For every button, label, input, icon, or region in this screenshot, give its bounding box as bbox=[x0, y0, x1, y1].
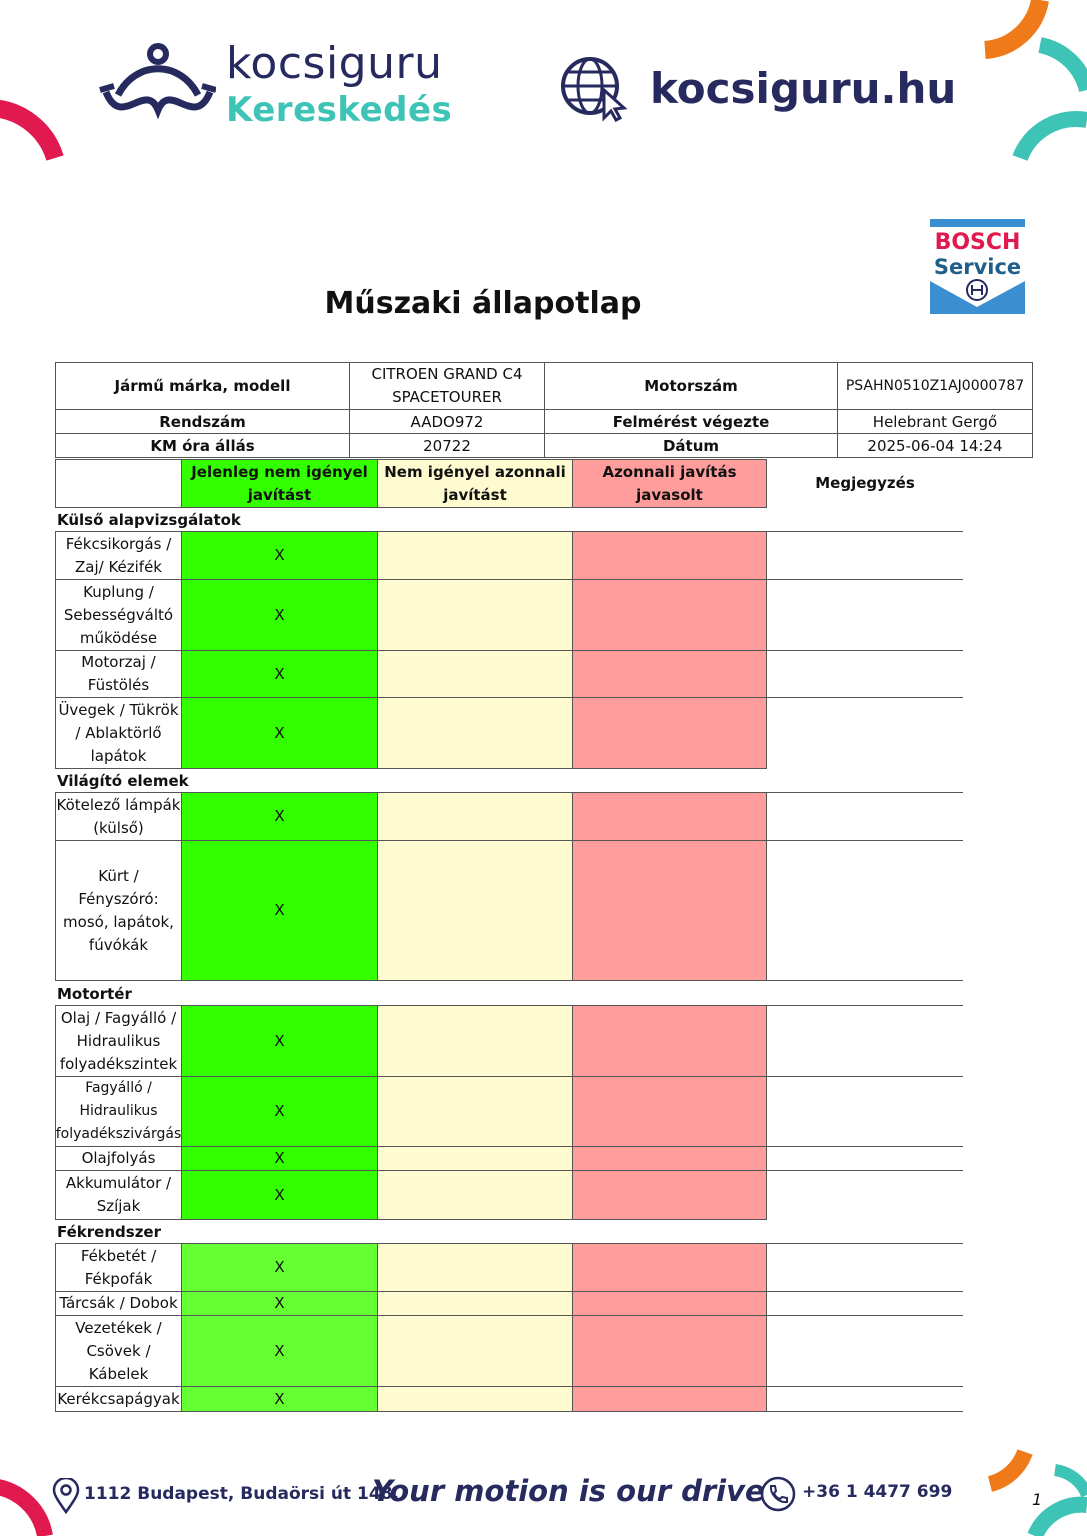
red-cell bbox=[572, 1077, 767, 1146]
table-row bbox=[55, 1077, 963, 1146]
item-label: Fagyálló / Hidraulikus folyadékszivárgás bbox=[55, 1077, 181, 1146]
plate-label: Rendszám bbox=[56, 410, 350, 434]
red-cell bbox=[572, 1316, 767, 1386]
yellow-cell bbox=[377, 1387, 572, 1411]
header-yellow: Nem igényel azonnali javítást bbox=[377, 459, 572, 508]
item-label: Fékcsikorgás / Zaj/ Kézifék bbox=[55, 532, 181, 579]
yellow-cell bbox=[377, 1292, 572, 1315]
service-label: Service bbox=[933, 255, 1022, 279]
vehicle-info-table bbox=[55, 362, 1033, 458]
table-row bbox=[55, 532, 963, 579]
engine-label: Motorszám bbox=[545, 363, 838, 410]
green-mark: X bbox=[181, 651, 377, 697]
header-note: Megjegyzés bbox=[815, 474, 915, 492]
green-mark: X bbox=[181, 1292, 377, 1315]
header-red: Azonnali javítás javasolt bbox=[572, 459, 767, 508]
item-label: Kürt / Fényszóró: mosó, lapátok, fúvókák bbox=[55, 841, 181, 980]
item-label: Üvegek / Tükrök / Ablaktörlő lapátok bbox=[55, 698, 181, 768]
footer-slogan: Your motion is our drive bbox=[372, 1474, 765, 1508]
red-cell bbox=[572, 793, 767, 840]
item-label: Vezetékek / Csövek / Kábelek bbox=[55, 1316, 181, 1386]
table-row bbox=[55, 1387, 963, 1411]
page-title: Műszaki állapotlap bbox=[324, 286, 642, 321]
green-mark: X bbox=[181, 698, 377, 768]
item-label: Kerékcsapágyak bbox=[55, 1387, 181, 1411]
yellow-cell bbox=[377, 841, 572, 980]
section-title: Külső alapvizsgálatok bbox=[57, 511, 241, 529]
red-cell bbox=[572, 841, 767, 980]
globe-cursor-icon bbox=[560, 56, 630, 122]
yellow-cell bbox=[377, 1244, 572, 1291]
table-row bbox=[55, 1147, 963, 1170]
table-row bbox=[55, 841, 963, 980]
header-green: Jelenleg nem igényel javítást bbox=[181, 459, 377, 508]
engine-value: PSAHN0510Z1AJ0000787 bbox=[838, 363, 1033, 410]
make-value: CITROEN GRAND C4 SPACETOURER bbox=[350, 363, 545, 410]
item-label: Kötelező lámpák (külső) bbox=[55, 793, 181, 840]
red-cell bbox=[572, 1006, 767, 1076]
bosch-label: BOSCH bbox=[934, 230, 1021, 255]
make-label: Jármű márka, modell bbox=[56, 363, 350, 410]
table-row bbox=[55, 651, 963, 697]
green-mark: X bbox=[181, 793, 377, 840]
green-mark: X bbox=[181, 841, 377, 980]
yellow-cell bbox=[377, 1171, 572, 1219]
red-cell bbox=[572, 651, 767, 697]
brand-subtitle: Kereskedés bbox=[226, 90, 453, 130]
item-label: Motorzaj / Füstölés bbox=[55, 651, 181, 697]
red-cell bbox=[572, 698, 767, 768]
green-mark: X bbox=[181, 1006, 377, 1076]
yellow-cell bbox=[377, 580, 572, 650]
footer-address: 1112 Budapest, Budaörsi út 148. bbox=[84, 1484, 399, 1504]
yellow-cell bbox=[377, 532, 572, 579]
page-number: 1 bbox=[1032, 1490, 1043, 1509]
header-blank-cell bbox=[55, 459, 181, 508]
red-cell bbox=[572, 1387, 767, 1411]
table-row bbox=[55, 1006, 963, 1076]
item-label: Tárcsák / Dobok bbox=[55, 1292, 181, 1315]
green-mark: X bbox=[181, 580, 377, 650]
grid-header-row bbox=[55, 459, 963, 508]
green-mark: X bbox=[181, 1171, 377, 1219]
table-row bbox=[55, 1244, 963, 1291]
kocsiguru-logo-icon bbox=[96, 40, 216, 130]
red-cell bbox=[572, 1244, 767, 1291]
item-label: Fékbetét / Fékpofák bbox=[55, 1244, 181, 1291]
red-cell bbox=[572, 1171, 767, 1219]
table-row bbox=[55, 1171, 963, 1219]
yellow-cell bbox=[377, 651, 572, 697]
table-row bbox=[55, 1292, 963, 1315]
location-pin-icon bbox=[52, 1478, 80, 1514]
divider bbox=[55, 768, 767, 769]
yellow-cell bbox=[377, 1147, 572, 1170]
plate-value: AADO972 bbox=[350, 410, 545, 434]
date-value: 2025-06-04 14:24 bbox=[838, 434, 1033, 458]
yellow-cell bbox=[377, 1077, 572, 1146]
section-title: Fékrendszer bbox=[57, 1223, 162, 1241]
divider bbox=[55, 980, 963, 981]
table-row bbox=[55, 793, 963, 840]
item-label: Olajfolyás bbox=[55, 1147, 181, 1170]
website-label: kocsiguru.hu bbox=[650, 64, 957, 113]
item-label: Akkumulátor / Szíjak bbox=[55, 1171, 181, 1219]
red-cell bbox=[572, 1147, 767, 1170]
phone-icon bbox=[760, 1476, 796, 1512]
table-row bbox=[55, 698, 963, 768]
km-value: 20722 bbox=[350, 434, 545, 458]
green-mark: X bbox=[181, 1244, 377, 1291]
green-mark: X bbox=[181, 1316, 377, 1386]
yellow-cell bbox=[377, 1006, 572, 1076]
item-label: Olaj / Fagyálló / Hidraulikus folyadékszintek bbox=[55, 1006, 181, 1076]
item-label: Kuplung / Sebességváltó működése bbox=[55, 580, 181, 650]
table-row bbox=[55, 580, 963, 650]
km-label: KM óra állás bbox=[56, 434, 350, 458]
surveyor-value: Helebrant Gergő bbox=[838, 410, 1033, 434]
yellow-cell bbox=[377, 1316, 572, 1386]
surveyor-label: Felmérést végezte bbox=[545, 410, 838, 434]
green-mark: X bbox=[181, 1147, 377, 1170]
table-row bbox=[55, 1316, 963, 1386]
green-mark: X bbox=[181, 1387, 377, 1411]
yellow-cell bbox=[377, 698, 572, 768]
section-title: Világító elemek bbox=[57, 772, 189, 790]
red-cell bbox=[572, 1292, 767, 1315]
brand-name: kocsiguru bbox=[226, 38, 443, 89]
date-label: Dátum bbox=[545, 434, 838, 458]
divider bbox=[55, 1411, 963, 1412]
red-cell bbox=[572, 532, 767, 579]
red-cell bbox=[572, 580, 767, 650]
yellow-cell bbox=[377, 793, 572, 840]
footer-phone: +36 1 4477 699 bbox=[802, 1482, 953, 1502]
section-title: Motortér bbox=[57, 985, 132, 1003]
green-mark: X bbox=[181, 532, 377, 579]
green-mark: X bbox=[181, 1077, 377, 1146]
divider bbox=[55, 1219, 767, 1220]
